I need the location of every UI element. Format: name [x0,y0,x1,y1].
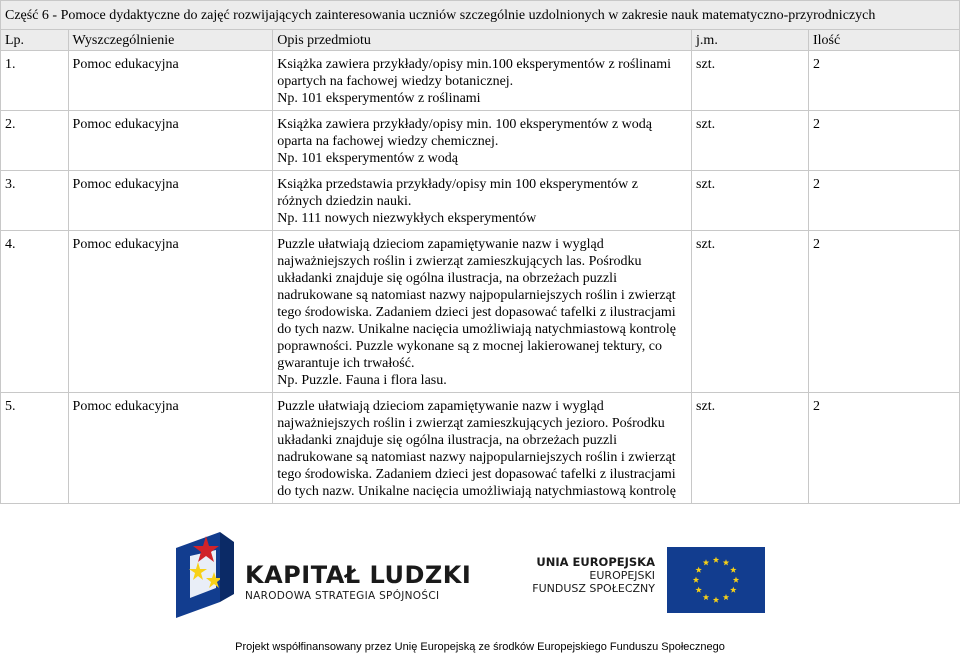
description-line: nadrukowane są natomiast nazwy najpopularniejszych roślin i zwierząt [277,450,676,465]
row-number: 4. [1,231,69,393]
project-cofinancing-note: Projekt współfinansowany przez Unię Europejską ze środków Europejskiego Funduszu Społecznego [235,641,725,653]
row-item: Pomoc edukacyjna [68,393,273,504]
description-line: nadrukowane są natomiast nazwy najpopularniejszych roślin i zwierząt [277,288,676,303]
description-line: najważniejszych roślin i zwierząt zamieszkujących las. Pośrodku [277,254,642,269]
eu-line-3: FUNDUSZ SPOŁECZNY [532,582,655,595]
row-number: 2. [1,111,69,171]
row-unit: szt. [692,171,809,231]
row-quantity: 2 [809,51,960,111]
eu-line-1: UNIA EUROPEJSKA [536,555,655,569]
row-description [273,171,692,231]
description-line: układanki znajduje się ogólna ilustracja, na obrzeżach puzzli [277,433,617,448]
row-description [273,393,692,504]
row-description [273,231,692,393]
description-line: Np. 101 eksperymentów z wodą [277,151,459,166]
row-unit: szt. [692,231,809,393]
description-line: Książka zawiera przykłady/opisy min.100 eksperymentów z roślinami [277,57,672,72]
eu-fund-text [520,555,655,595]
row-item: Pomoc edukacyjna [68,111,273,171]
table-row [1,171,960,231]
description-line: Np. Puzzle. Fauna i flora lasu. [277,373,447,388]
table-row [1,111,960,171]
description-line: różnych dziedzin nauki. [277,194,412,209]
row-unit: szt. [692,393,809,504]
row-item: Pomoc edukacyjna [68,171,273,231]
header-lp: Lp. [1,30,69,51]
description-line: Np. 101 eksperymentów z roślinami [277,91,481,106]
kapital-ludzki-title: KAPITAŁ LUDZKI [245,561,472,589]
header-unit: j.m. [692,30,809,51]
table-title: Część 6 - Pomoce dydaktyczne do zajęć rozwijających zainteresowania uczniów szczególnie uzdolnionych w zakresie nauk matematyczno-przyrodniczych [1,1,960,30]
description-line: opartych na fachowej wiedzy botanicznej. [277,74,514,89]
table-title-row [1,1,960,30]
description-line: do tych nazw. Unikalne nacięcia umożliwiają natychmiastową kontrolę [277,322,676,337]
description-line: najważniejszych roślin i zwierząt zamieszkujących jezioro. Pośrodku [277,416,665,431]
row-quantity: 2 [809,171,960,231]
table-row [1,393,960,504]
row-number: 3. [1,171,69,231]
description-line: poprawności. Puzzle wykonane są z mocnej lakierowanej tektury, co [277,339,662,354]
description-line: tego środowiska. Zadaniem dzieci jest dopasować tafelki z ilustracjami [277,467,676,482]
row-number: 1. [1,51,69,111]
row-unit: szt. [692,51,809,111]
description-line: układanki znajduje się ogólna ilustracja, na obrzeżach puzzli [277,271,617,286]
description-line: Książka zawiera przykłady/opisy min. 100 eksperymentów z wodą [277,117,652,132]
header-quantity: Ilość [809,30,960,51]
description-line: Np. 111 nowych niezwykłych eksperymentów [277,211,537,226]
row-item: Pomoc edukacyjna [68,51,273,111]
description-line: do tych nazw. Unikalne nacięcia umożliwiają natychmiastową kontrolę [277,484,676,499]
row-quantity: 2 [809,111,960,171]
row-unit: szt. [692,111,809,171]
description-line: Książka przedstawia przykłady/opisy min 100 eksperymentów z [277,177,639,192]
row-description [273,111,692,171]
table-row [1,231,960,393]
row-description [273,51,692,111]
description-line: Puzzle ułatwiają dzieciom zapamiętywanie nazw i wygląd [277,237,604,252]
description-line: tego środowiska. Zadaniem dzieci jest dopasować tafelki z ilustracjami [277,305,676,320]
table-row [1,51,960,111]
row-number: 5. [1,393,69,504]
eu-flag-icon [667,547,765,613]
kapital-ludzki-emblem [176,528,236,620]
description-line: gwarantuje ich trwałość. [277,356,415,371]
header-description: Opis przedmiotu [273,30,692,51]
row-quantity: 2 [809,393,960,504]
description-line: Puzzle ułatwiają dzieciom zapamiętywanie nazw i wygląd [277,399,604,414]
row-item: Pomoc edukacyjna [68,231,273,393]
eu-line-2: EUROPEJSKI [589,569,655,582]
table-header-row [1,30,960,51]
description-line: oparta na fachowej wiedzy chemicznej. [277,134,499,149]
kapital-ludzki-subtitle: NARODOWA STRATEGIA SPÓJNOŚCI [245,590,440,602]
header-item: Wyszczególnienie [68,30,273,51]
row-quantity: 2 [809,231,960,393]
